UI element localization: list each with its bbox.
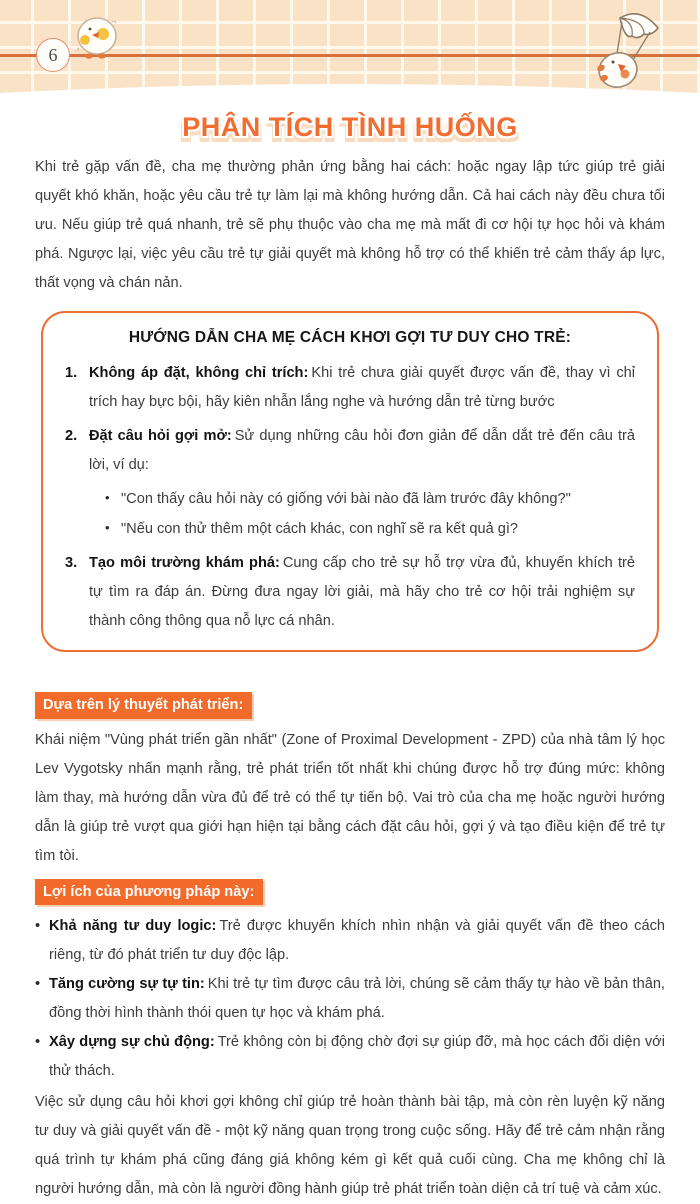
benefit-lead: Khả năng tư duy logic:: [49, 918, 217, 935]
header-wave: [0, 81, 700, 97]
page-header: [0, 0, 700, 96]
theory-paragraph: Khái niệm "Vùng phát triển gần nhất" (Zone of Proximal Development - ZPD) của nhà tâm lý học Lev Vygotsky nhấn mạnh rằng, trẻ phát triển tốt nhất khi chúng được hỗ trợ đúng mức: không làm thay, mà hướng dẫn vừa đủ để trẻ có thể tự tiến bộ. Vai trò của cha mẹ hoặc người hướng dẫn là giúp trẻ vượt qua giới hạn hiện tại bằng cách đặt câu hỏi, gợi ý và tạo điều kiện để trẻ tự tìm tòi.: [35, 731, 665, 864]
chick-mascot-icon: [72, 14, 124, 65]
benefit-lead: Xây dựng sự chủ động:: [49, 1034, 215, 1051]
example-quote-list: [105, 484, 635, 544]
page-number: 6: [48, 44, 58, 65]
guide-item-3: [65, 549, 635, 636]
quote-text: "Nếu con thử thêm một cách khác, con nghĩ sẽ ra kết quả gì?: [121, 521, 519, 537]
guide-item-lead: Tạo môi trường khám phá:: [89, 555, 280, 571]
page-title: PHÂN TÍCH TÌNH HUỐNG: [182, 112, 518, 142]
example-quote: [105, 484, 635, 514]
guide-item-text: Sử dụng những câu hỏi đơn giản để dẫn dắt trẻ đến câu trả lời, ví dụ:: [89, 428, 635, 473]
outro-paragraph: Việc sử dụng câu hỏi khơi gợi không chỉ giúp trẻ hoàn thành bài tập, mà còn rèn luyện kỹ năng tư duy và giải quyết vấn đề - một kỹ năng quan trọng trong cuộc sống. Hãy để trẻ cảm nhận rằng quá trình tự khám phá cũng đáng giá không kém gì kết quả cuối cùng. Cha mẹ không chỉ là người hướng dẫn, mà còn là người đồng hành giúp trẻ phát triển toàn diện cả trí tuệ và cảm xúc.: [35, 1094, 665, 1198]
benefit-text: Trẻ không còn bị động chờ đợi sự giúp đỡ, mà học cách đối diện với thử thách.: [49, 1034, 665, 1080]
bullet-dot-icon: •: [35, 1034, 41, 1051]
guide-item-text: Cung cấp cho trẻ sự hỗ trợ vừa đủ, khuyến khích trẻ tự tìm ra đáp án. Đừng đưa ngay lời giải, mà hãy cho trẻ cơ hội trải nghiệm sự thành công thông qua nỗ lực cá nhân.: [89, 555, 635, 629]
benefit-lead: Tăng cường sự tự tin:: [49, 976, 205, 993]
example-quote: [105, 514, 635, 544]
section-label-benefits: Lợi ích của phương pháp này:: [35, 879, 263, 906]
page-content: [0, 112, 700, 1204]
benefit-item-1: [35, 912, 665, 970]
benefit-text: Trẻ được khuyến khích nhìn nhận và giải quyết vấn đề theo cách riêng, từ đó phát triển tư duy độc lập.: [49, 918, 666, 964]
guide-item-number: 3.: [65, 555, 78, 571]
guide-box-heading: HƯỚNG DẪN CHA MẸ CÁCH KHƠI GỢI TƯ DUY CHO TRẺ:: [128, 329, 572, 346]
benefit-text: Khi trẻ tự tìm được câu trả lời, chúng sẽ cảm thấy tự hào về bản thân, đồng thời hình thành thói quen tự học và khám phá.: [49, 976, 665, 1022]
bullet-dot-icon: •: [105, 520, 110, 535]
guide-item-lead: Đặt câu hỏi gợi mở:: [89, 428, 232, 444]
guide-item-1: [65, 359, 635, 417]
benefit-item-2: [35, 970, 665, 1028]
bullet-dot-icon: •: [35, 918, 41, 935]
section-theory: [35, 692, 665, 871]
section-label-theory: Dựa trên lý thuyết phát triển:: [35, 692, 252, 719]
guide-item-number: 2.: [65, 428, 78, 444]
bullet-dot-icon: •: [35, 976, 41, 993]
guide-item-2: [65, 422, 635, 544]
intro-paragraph: Khi trẻ gặp vấn đề, cha mẹ thường phản ứng bằng hai cách: hoặc ngay lập tức giúp trẻ giải quyết khó khăn, hoặc yêu cầu trẻ tự làm lại mà không hướng dẫn. Cả hai cách này đều chưa tối ưu. Nếu giúp trẻ quá nhanh, trẻ sẽ phụ thuộc vào cha mẹ mà mất đi cơ hội tự học hỏi và khám phá. Ngược lại, việc yêu cầu trẻ tự giải quyết mà không hỗ trợ có thể khiến trẻ cảm thấy áp lực, thất vọng và chán nản.: [35, 159, 665, 291]
bullet-dot-icon: •: [105, 490, 110, 505]
guide-item-lead: Không áp đặt, không chỉ trích:: [89, 365, 309, 381]
guide-item-number: 1.: [65, 365, 78, 381]
guide-box: [41, 311, 659, 652]
benefit-item-3: [35, 1028, 665, 1086]
section-benefits: [35, 879, 665, 1087]
quote-text: "Con thấy câu hỏi này có giống với bài nào đã làm trước đây không?": [121, 491, 571, 507]
guide-item-text: Khi trẻ chưa giải quyết được vấn đề, thay vì chỉ trích hay bực bội, hãy kiên nhẫn lắng nghe và hướng dẫn trẻ từng bước: [89, 365, 635, 410]
page-number-badge: [36, 38, 70, 72]
